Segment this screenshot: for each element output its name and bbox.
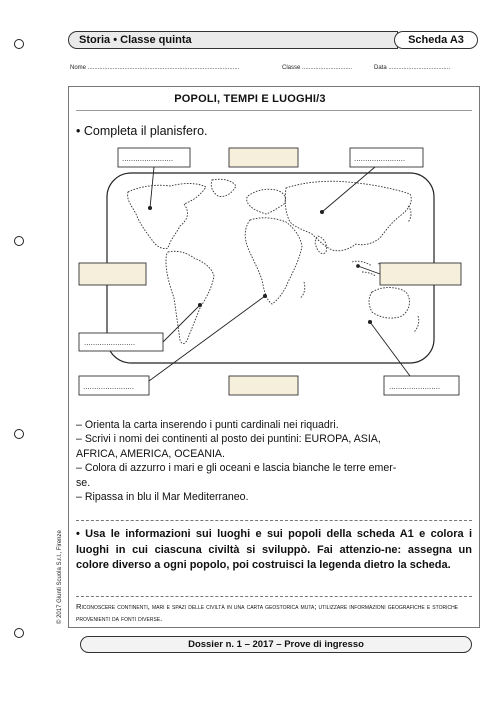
- cardinal-point-box-left: [79, 263, 146, 285]
- cardinal-point-box-right: [380, 263, 461, 285]
- sheet-code: Scheda A3: [394, 31, 478, 49]
- instruction-line: AFRICA, AMERICA, OCEANIA.: [76, 447, 225, 460]
- instruction-line: se.: [76, 476, 91, 489]
- date-field[interactable]: Data .....................................: [374, 65, 451, 71]
- section-divider: [76, 520, 472, 521]
- instruction-line: – Ripassa in blu il Mar Mediterraneo.: [76, 491, 249, 504]
- cardinal-point-box-top: [229, 148, 298, 167]
- learning-objective: Riconoscere continenti, mari e spazi delle civiltà in una carta geostorica muta; utilizzare informazioni geografiche e storiche provenienti da fonti diverse.: [76, 602, 459, 623]
- subject-label: Storia • Classe quinta: [68, 31, 398, 49]
- copyright-note: © 2017 Giunti Scuola S.r.l., Firenze: [57, 530, 63, 624]
- section-divider: [76, 596, 472, 597]
- task-paragraph: • Usa le informazioni sui luoghi e sui popoli della scheda A1 e colora i luoghi in cui ciascuna civiltà si sviluppò. Fai attenzio-ne: assegna un colore diverso a ogni popolo, poi costruisci la legenda dietro la scheda.: [76, 528, 472, 571]
- page-title: POPOLI, TEMPI E LUOGHI/3: [174, 93, 326, 105]
- bullet-complete-map: • Completa il planisfero.: [76, 124, 208, 138]
- class-field[interactable]: Classe ..............................: [282, 65, 353, 71]
- instruction-line: – Colora di azzurro i mari e gli oceani e lascia bianche le terre emer-: [76, 462, 397, 475]
- dotted-placeholder: .......................: [354, 154, 406, 163]
- cardinal-point-box-bottom: [229, 376, 298, 395]
- instruction-line: – Orienta la carta inserendo i punti cardinali nei riquadri.: [76, 419, 339, 431]
- dotted-placeholder: .......................: [84, 338, 136, 347]
- instruction-line: – Scrivi i nomi dei continenti al posto dei puntini: EUROPA, ASIA,: [76, 433, 381, 446]
- dotted-placeholder: .......................: [389, 382, 441, 391]
- dotted-placeholder: .......................: [122, 154, 174, 163]
- footer-banner: Dossier n. 1 – 2017 – Prove di ingresso: [80, 636, 472, 653]
- instructions-list: [76, 418, 472, 504]
- name-field[interactable]: Nome ...........................................................................................: [70, 65, 240, 71]
- dotted-placeholder: .......................: [83, 382, 135, 391]
